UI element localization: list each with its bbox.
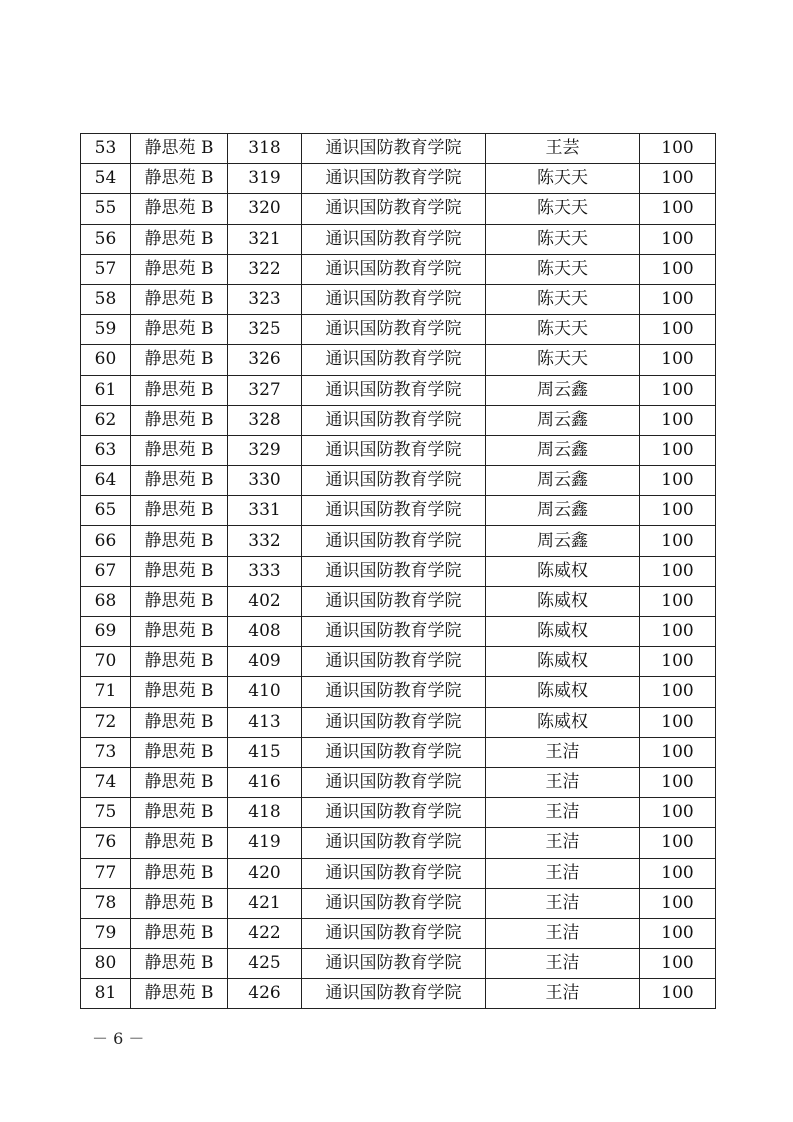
row-number: 64: [81, 466, 131, 496]
college-name: 通识国防教育学院: [302, 526, 486, 556]
table-row: [81, 798, 716, 828]
person-name: 王芸: [486, 134, 640, 164]
person-name: 王洁: [486, 737, 640, 767]
table-row: [81, 224, 716, 254]
building-name: 静思苑 B: [131, 254, 228, 284]
table-row: [81, 284, 716, 314]
table-body: [81, 134, 716, 1009]
room-number: 409: [228, 647, 302, 677]
person-name: 陈威权: [486, 647, 640, 677]
college-name: 通识国防教育学院: [302, 435, 486, 465]
score-value: 100: [640, 798, 716, 828]
college-name: 通识国防教育学院: [302, 345, 486, 375]
college-name: 通识国防教育学院: [302, 315, 486, 345]
score-value: 100: [640, 164, 716, 194]
room-number: 323: [228, 284, 302, 314]
score-value: 100: [640, 858, 716, 888]
person-name: 王洁: [486, 767, 640, 797]
building-name: 静思苑 B: [131, 647, 228, 677]
room-number: 418: [228, 798, 302, 828]
table-row: [81, 949, 716, 979]
building-name: 静思苑 B: [131, 134, 228, 164]
table-row: [81, 767, 716, 797]
building-name: 静思苑 B: [131, 677, 228, 707]
room-number: 319: [228, 164, 302, 194]
person-name: 陈天天: [486, 194, 640, 224]
college-name: 通识国防教育学院: [302, 194, 486, 224]
room-number: 330: [228, 466, 302, 496]
college-name: 通识国防教育学院: [302, 224, 486, 254]
person-name: 陈天天: [486, 224, 640, 254]
row-number: 53: [81, 134, 131, 164]
row-number: 56: [81, 224, 131, 254]
building-name: 静思苑 B: [131, 405, 228, 435]
college-name: 通识国防教育学院: [302, 556, 486, 586]
college-name: 通识国防教育学院: [302, 134, 486, 164]
college-name: 通识国防教育学院: [302, 405, 486, 435]
room-number: 333: [228, 556, 302, 586]
person-name: 陈威权: [486, 707, 640, 737]
person-name: 周云鑫: [486, 526, 640, 556]
person-name: 王洁: [486, 798, 640, 828]
college-name: 通识国防教育学院: [302, 949, 486, 979]
room-number: 327: [228, 375, 302, 405]
building-name: 静思苑 B: [131, 526, 228, 556]
college-name: 通识国防教育学院: [302, 586, 486, 616]
building-name: 静思苑 B: [131, 828, 228, 858]
score-value: 100: [640, 194, 716, 224]
row-number: 60: [81, 345, 131, 375]
table-row: [81, 134, 716, 164]
room-number: 413: [228, 707, 302, 737]
row-number: 75: [81, 798, 131, 828]
score-value: 100: [640, 224, 716, 254]
row-number: 57: [81, 254, 131, 284]
person-name: 陈天天: [486, 254, 640, 284]
row-number: 80: [81, 949, 131, 979]
score-value: 100: [640, 496, 716, 526]
score-value: 100: [640, 466, 716, 496]
college-name: 通识国防教育学院: [302, 677, 486, 707]
college-name: 通识国防教育学院: [302, 284, 486, 314]
building-name: 静思苑 B: [131, 375, 228, 405]
college-name: 通识国防教育学院: [302, 918, 486, 948]
building-name: 静思苑 B: [131, 888, 228, 918]
college-name: 通识国防教育学院: [302, 979, 486, 1009]
room-number: 402: [228, 586, 302, 616]
table-row: [81, 375, 716, 405]
row-number: 69: [81, 617, 131, 647]
table-row: [81, 858, 716, 888]
score-value: 100: [640, 767, 716, 797]
room-number: 332: [228, 526, 302, 556]
building-name: 静思苑 B: [131, 315, 228, 345]
score-value: 100: [640, 284, 716, 314]
person-name: 王洁: [486, 979, 640, 1009]
building-name: 静思苑 B: [131, 466, 228, 496]
table-row: [81, 194, 716, 224]
building-name: 静思苑 B: [131, 345, 228, 375]
building-name: 静思苑 B: [131, 949, 228, 979]
room-number: 329: [228, 435, 302, 465]
room-number: 426: [228, 979, 302, 1009]
person-name: 王洁: [486, 949, 640, 979]
building-name: 静思苑 B: [131, 918, 228, 948]
score-value: 100: [640, 888, 716, 918]
building-name: 静思苑 B: [131, 194, 228, 224]
room-number: 410: [228, 677, 302, 707]
row-number: 79: [81, 918, 131, 948]
building-name: 静思苑 B: [131, 858, 228, 888]
college-name: 通识国防教育学院: [302, 164, 486, 194]
table-row: [81, 888, 716, 918]
score-value: 100: [640, 647, 716, 677]
room-number: 419: [228, 828, 302, 858]
row-number: 62: [81, 405, 131, 435]
college-name: 通识国防教育学院: [302, 496, 486, 526]
person-name: 陈天天: [486, 315, 640, 345]
room-number: 328: [228, 405, 302, 435]
score-value: 100: [640, 737, 716, 767]
score-value: 100: [640, 918, 716, 948]
row-number: 72: [81, 707, 131, 737]
college-name: 通识国防教育学院: [302, 375, 486, 405]
person-name: 王洁: [486, 858, 640, 888]
person-name: 陈威权: [486, 586, 640, 616]
row-number: 67: [81, 556, 131, 586]
person-name: 周云鑫: [486, 375, 640, 405]
score-value: 100: [640, 949, 716, 979]
building-name: 静思苑 B: [131, 707, 228, 737]
person-name: 陈威权: [486, 556, 640, 586]
score-value: 100: [640, 435, 716, 465]
row-number: 66: [81, 526, 131, 556]
person-name: 陈天天: [486, 345, 640, 375]
college-name: 通识国防教育学院: [302, 707, 486, 737]
building-name: 静思苑 B: [131, 767, 228, 797]
table-row: [81, 164, 716, 194]
person-name: 周云鑫: [486, 405, 640, 435]
row-number: 81: [81, 979, 131, 1009]
room-number: 322: [228, 254, 302, 284]
college-name: 通识国防教育学院: [302, 647, 486, 677]
table-row: [81, 828, 716, 858]
row-number: 58: [81, 284, 131, 314]
college-name: 通识国防教育学院: [302, 254, 486, 284]
page-number: － 6 －: [92, 1029, 145, 1048]
table-row: [81, 677, 716, 707]
score-value: 100: [640, 677, 716, 707]
room-number: 425: [228, 949, 302, 979]
table-row: [81, 737, 716, 767]
table-row: [81, 556, 716, 586]
table-row: [81, 345, 716, 375]
college-name: 通识国防教育学院: [302, 737, 486, 767]
row-number: 54: [81, 164, 131, 194]
building-name: 静思苑 B: [131, 798, 228, 828]
college-name: 通识国防教育学院: [302, 466, 486, 496]
person-name: 陈威权: [486, 617, 640, 647]
table-row: [81, 254, 716, 284]
college-name: 通识国防教育学院: [302, 888, 486, 918]
room-number: 320: [228, 194, 302, 224]
college-name: 通识国防教育学院: [302, 828, 486, 858]
table-row: [81, 617, 716, 647]
table-row: [81, 647, 716, 677]
room-number: 408: [228, 617, 302, 647]
score-value: 100: [640, 707, 716, 737]
person-name: 周云鑫: [486, 496, 640, 526]
row-number: 61: [81, 375, 131, 405]
table-row: [81, 315, 716, 345]
row-number: 77: [81, 858, 131, 888]
row-number: 59: [81, 315, 131, 345]
building-name: 静思苑 B: [131, 556, 228, 586]
table-row: [81, 405, 716, 435]
row-number: 68: [81, 586, 131, 616]
room-number: 415: [228, 737, 302, 767]
score-value: 100: [640, 375, 716, 405]
score-value: 100: [640, 345, 716, 375]
score-value: 100: [640, 254, 716, 284]
score-value: 100: [640, 979, 716, 1009]
row-number: 63: [81, 435, 131, 465]
building-name: 静思苑 B: [131, 496, 228, 526]
building-name: 静思苑 B: [131, 979, 228, 1009]
table-row: [81, 707, 716, 737]
college-name: 通识国防教育学院: [302, 798, 486, 828]
room-number: 416: [228, 767, 302, 797]
building-name: 静思苑 B: [131, 164, 228, 194]
person-name: 周云鑫: [486, 466, 640, 496]
college-name: 通识国防教育学院: [302, 617, 486, 647]
person-name: 王洁: [486, 888, 640, 918]
person-name: 陈天天: [486, 164, 640, 194]
room-number: 421: [228, 888, 302, 918]
table-row: [81, 496, 716, 526]
table-row: [81, 918, 716, 948]
score-value: 100: [640, 315, 716, 345]
person-name: 王洁: [486, 828, 640, 858]
score-value: 100: [640, 556, 716, 586]
building-name: 静思苑 B: [131, 737, 228, 767]
table-row: [81, 586, 716, 616]
building-name: 静思苑 B: [131, 224, 228, 254]
person-name: 周云鑫: [486, 435, 640, 465]
person-name: 陈天天: [486, 284, 640, 314]
person-name: 陈威权: [486, 677, 640, 707]
room-number: 331: [228, 496, 302, 526]
score-value: 100: [640, 586, 716, 616]
row-number: 71: [81, 677, 131, 707]
row-number: 65: [81, 496, 131, 526]
row-number: 78: [81, 888, 131, 918]
score-value: 100: [640, 526, 716, 556]
room-number: 321: [228, 224, 302, 254]
score-value: 100: [640, 617, 716, 647]
building-name: 静思苑 B: [131, 284, 228, 314]
table-row: [81, 526, 716, 556]
room-number: 325: [228, 315, 302, 345]
college-name: 通识国防教育学院: [302, 858, 486, 888]
building-name: 静思苑 B: [131, 617, 228, 647]
row-number: 73: [81, 737, 131, 767]
row-number: 70: [81, 647, 131, 677]
score-value: 100: [640, 828, 716, 858]
building-name: 静思苑 B: [131, 586, 228, 616]
dorm-score-table: [80, 133, 716, 1009]
table-row: [81, 979, 716, 1009]
row-number: 74: [81, 767, 131, 797]
room-number: 326: [228, 345, 302, 375]
room-number: 420: [228, 858, 302, 888]
row-number: 55: [81, 194, 131, 224]
person-name: 王洁: [486, 918, 640, 948]
row-number: 76: [81, 828, 131, 858]
table-row: [81, 435, 716, 465]
score-value: 100: [640, 405, 716, 435]
table-row: [81, 466, 716, 496]
room-number: 422: [228, 918, 302, 948]
score-value: 100: [640, 134, 716, 164]
room-number: 318: [228, 134, 302, 164]
building-name: 静思苑 B: [131, 435, 228, 465]
college-name: 通识国防教育学院: [302, 767, 486, 797]
